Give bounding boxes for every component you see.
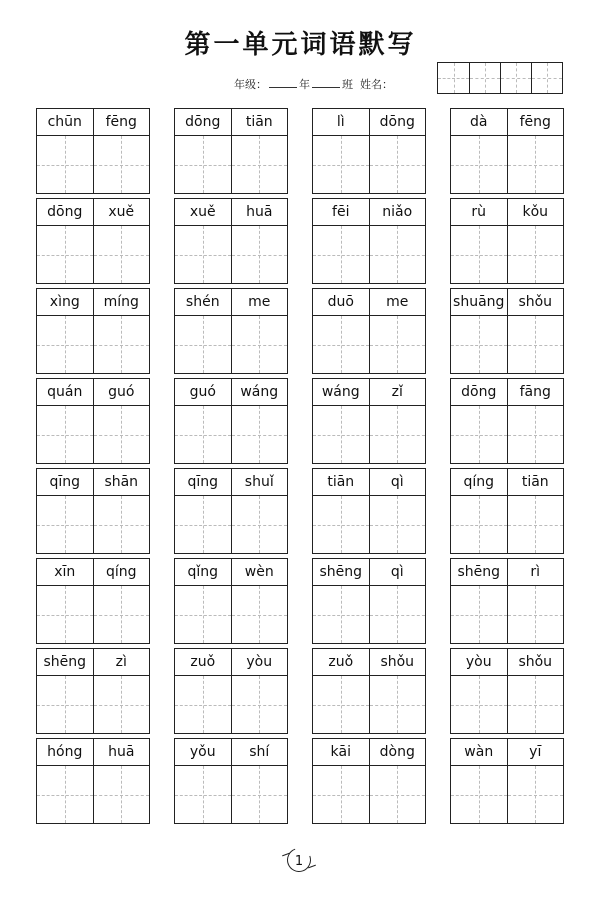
character-writing-cell[interactable] [231,406,288,463]
character-writing-cell[interactable] [313,316,369,373]
pinyin-row [313,379,425,406]
name-box[interactable] [531,63,562,93]
word-box [312,108,426,194]
character-row [37,676,149,733]
pinyin: duō [327,294,354,310]
pinyin: shén [185,294,220,310]
word-box [36,738,150,824]
pinyin: míng [93,289,150,315]
word-box [450,378,564,464]
pinyin-row [175,559,287,586]
class-blank[interactable] [312,77,340,88]
character-writing-cell[interactable] [37,586,93,643]
word-box [174,288,288,374]
pinyin: xìng [49,294,80,310]
word-box [312,378,426,464]
word-box [450,648,564,734]
word-grid [36,108,564,824]
character-row [37,766,149,823]
word-box [36,378,150,464]
character-row [451,136,563,193]
character-writing-cell[interactable] [369,406,426,463]
pinyin-row [313,109,425,136]
character-writing-cell[interactable] [37,496,93,553]
character-writing-cell[interactable] [37,136,93,193]
character-writing-cell[interactable] [507,316,564,373]
character-writing-cell[interactable] [93,586,150,643]
character-row [175,496,287,553]
word-box [36,198,150,284]
character-writing-cell[interactable] [175,586,231,643]
pinyin: huā [231,199,288,225]
pinyin: fēi [332,204,350,220]
character-writing-cell[interactable] [175,136,231,193]
pinyin-row [37,649,149,676]
pinyin-row [313,559,425,586]
pinyin: yǒu [189,744,216,760]
pinyin: kǒu [507,199,564,225]
character-writing-cell[interactable] [231,136,288,193]
character-row [175,316,287,373]
pinyin: wáng [231,379,288,405]
word-box [312,738,426,824]
character-row [175,766,287,823]
pinyin: qǐng [187,564,219,580]
pinyin-row [451,739,563,766]
character-writing-cell[interactable] [369,766,426,823]
character-writing-cell[interactable] [37,766,93,823]
character-row [175,676,287,733]
pinyin: tiān [231,109,288,135]
pinyin: dòng [369,739,426,765]
character-writing-cell[interactable] [369,586,426,643]
pinyin-row [313,739,425,766]
pinyin: dōng [185,114,221,130]
character-writing-cell[interactable] [231,226,288,283]
pinyin: shǒu [507,289,564,315]
pinyin-row [37,739,149,766]
character-writing-cell[interactable] [507,586,564,643]
character-writing-cell[interactable] [369,136,426,193]
character-writing-cell[interactable] [231,496,288,553]
pinyin-row [313,649,425,676]
word-box [450,288,564,374]
character-writing-cell[interactable] [507,496,564,553]
character-writing-cell[interactable] [93,766,150,823]
pinyin-row [451,649,563,676]
character-writing-cell[interactable] [175,316,231,373]
character-row [175,136,287,193]
word-box [174,468,288,554]
character-row [313,226,425,283]
name-writing-boxes [437,62,563,94]
character-row [175,226,287,283]
pinyin-row [37,379,149,406]
pinyin: yòu [465,654,492,670]
pinyin-row [175,649,287,676]
pinyin: zǐ [369,379,426,405]
pinyin: shēng [43,654,87,670]
character-row [37,316,149,373]
character-row [451,586,563,643]
character-row [451,496,563,553]
pinyin: zì [93,649,150,675]
pinyin: dōng [47,204,83,220]
character-writing-cell[interactable] [93,676,150,733]
pinyin: me [231,289,288,315]
pinyin: xīn [54,564,76,580]
pinyin: zuǒ [190,654,216,670]
pinyin: wèn [231,559,288,585]
character-writing-cell[interactable] [313,406,369,463]
character-row [313,406,425,463]
character-writing-cell[interactable] [231,766,288,823]
character-writing-cell[interactable] [175,406,231,463]
pinyin: kāi [330,744,352,760]
character-writing-cell[interactable] [369,676,426,733]
word-box [36,108,150,194]
word-box [174,378,288,464]
character-writing-cell[interactable] [451,316,507,373]
word-box [174,558,288,644]
pinyin-row [451,109,563,136]
character-row [37,496,149,553]
character-writing-cell[interactable] [507,406,564,463]
pinyin: guó [189,384,216,400]
pinyin: rù [471,204,487,220]
pinyin-row [175,289,287,316]
pinyin: quán [47,384,83,400]
character-writing-cell[interactable] [93,136,150,193]
word-box [36,558,150,644]
character-writing-cell[interactable] [175,226,231,283]
pinyin: shēng [319,564,363,580]
pinyin-row [175,109,287,136]
pinyin-row [313,289,425,316]
word-box [174,198,288,284]
pinyin: qì [369,559,426,585]
character-writing-cell[interactable] [175,766,231,823]
word-box [450,558,564,644]
pinyin-row [451,469,563,496]
character-writing-cell[interactable] [93,226,150,283]
word-box [312,558,426,644]
word-box [450,738,564,824]
pinyin-row [37,109,149,136]
character-row [451,676,563,733]
pinyin: rì [507,559,564,585]
character-writing-cell[interactable] [93,406,150,463]
pinyin: shuǐ [231,469,288,495]
character-writing-cell[interactable] [369,316,426,373]
character-writing-cell[interactable] [37,406,93,463]
character-writing-cell[interactable] [451,676,507,733]
pinyin-row [451,199,563,226]
pinyin: fāng [507,379,564,405]
character-row [37,226,149,283]
word-box [312,468,426,554]
pinyin: xuě [189,204,216,220]
pinyin: tiān [327,474,355,490]
page-number: 1 [294,853,304,869]
character-writing-cell[interactable] [507,136,564,193]
pinyin: dà [470,114,488,130]
pinyin: guó [93,379,150,405]
name-box[interactable] [438,63,469,93]
character-writing-cell[interactable] [93,496,150,553]
word-box [174,648,288,734]
name-box[interactable] [500,63,531,93]
pinyin: fēng [93,109,150,135]
word-box [174,108,288,194]
character-writing-cell[interactable] [313,766,369,823]
character-row [313,676,425,733]
pinyin-row [37,469,149,496]
character-writing-cell[interactable] [451,586,507,643]
character-row [451,766,563,823]
character-writing-cell[interactable] [313,136,369,193]
word-box [450,108,564,194]
character-writing-cell[interactable] [507,676,564,733]
character-writing-cell[interactable] [451,136,507,193]
character-row [37,406,149,463]
pinyin: fēng [507,109,564,135]
pinyin: hóng [47,744,83,760]
character-writing-cell[interactable] [231,586,288,643]
word-box [312,648,426,734]
character-writing-cell[interactable] [507,766,564,823]
year-label: 年 [299,78,310,91]
class-label: 班 [342,78,353,91]
character-row [37,136,149,193]
pinyin: niǎo [369,199,426,225]
pinyin: shuāng [453,294,505,310]
page-title: 第一单元词语默写 [184,30,417,60]
pinyin-row [313,469,425,496]
pinyin: yī [507,739,564,765]
pinyin: dōng [369,109,426,135]
character-row [175,406,287,463]
pinyin: zuǒ [328,654,354,670]
character-writing-cell[interactable] [313,226,369,283]
pinyin-row [313,199,425,226]
character-writing-cell[interactable] [175,676,231,733]
character-writing-cell[interactable] [37,676,93,733]
pinyin-row [175,739,287,766]
pinyin: shí [231,739,288,765]
character-row [313,586,425,643]
word-box [174,738,288,824]
pinyin: shǒu [369,649,426,675]
character-writing-cell[interactable] [369,496,426,553]
pinyin-row [37,559,149,586]
word-box [312,198,426,284]
pinyin: qíng [93,559,150,585]
pinyin: yòu [231,649,288,675]
character-row [451,316,563,373]
character-row [313,766,425,823]
character-row [37,586,149,643]
pinyin-row [451,379,563,406]
character-writing-cell[interactable] [175,496,231,553]
pinyin: chūn [47,114,82,130]
pinyin: dōng [461,384,497,400]
pinyin-row [175,379,287,406]
pinyin: xuě [93,199,150,225]
page-number-badge [282,848,316,874]
character-writing-cell[interactable] [93,316,150,373]
name-box[interactable] [469,63,500,93]
word-box [36,648,150,734]
pinyin-row [175,199,287,226]
word-box [36,288,150,374]
pinyin: qíng [463,474,495,490]
character-writing-cell[interactable] [507,226,564,283]
character-writing-cell[interactable] [313,586,369,643]
word-box [312,288,426,374]
pinyin: shēng [457,564,501,580]
pinyin-row [175,469,287,496]
character-row [451,226,563,283]
character-row [313,496,425,553]
word-box [450,198,564,284]
grade-label: 年级： [234,78,267,91]
pinyin: lì [336,114,345,130]
pinyin: wàn [464,744,494,760]
word-box [36,468,150,554]
pinyin: qīng [187,474,219,490]
word-box [450,468,564,554]
pinyin-row [451,289,563,316]
character-writing-cell[interactable] [37,316,93,373]
pinyin: tiān [507,469,564,495]
character-writing-cell[interactable] [451,406,507,463]
student-info [234,76,393,92]
name-label: 姓名： [360,78,393,91]
character-writing-cell[interactable] [451,766,507,823]
character-writing-cell[interactable] [313,676,369,733]
character-writing-cell[interactable] [231,316,288,373]
character-row [313,136,425,193]
pinyin: shān [93,469,150,495]
pinyin-row [37,289,149,316]
pinyin: qīng [49,474,81,490]
character-writing-cell[interactable] [369,226,426,283]
grade-blank[interactable] [269,77,297,88]
pinyin: shǒu [507,649,564,675]
character-writing-cell[interactable] [451,226,507,283]
pinyin-row [451,559,563,586]
pinyin: wáng [321,384,360,400]
pinyin: huā [93,739,150,765]
pinyin: qì [369,469,426,495]
character-row [313,316,425,373]
character-writing-cell[interactable] [231,676,288,733]
character-row [175,586,287,643]
character-writing-cell[interactable] [37,226,93,283]
character-writing-cell[interactable] [313,496,369,553]
pinyin: me [369,289,426,315]
character-row [451,406,563,463]
character-writing-cell[interactable] [451,496,507,553]
pinyin-row [37,199,149,226]
